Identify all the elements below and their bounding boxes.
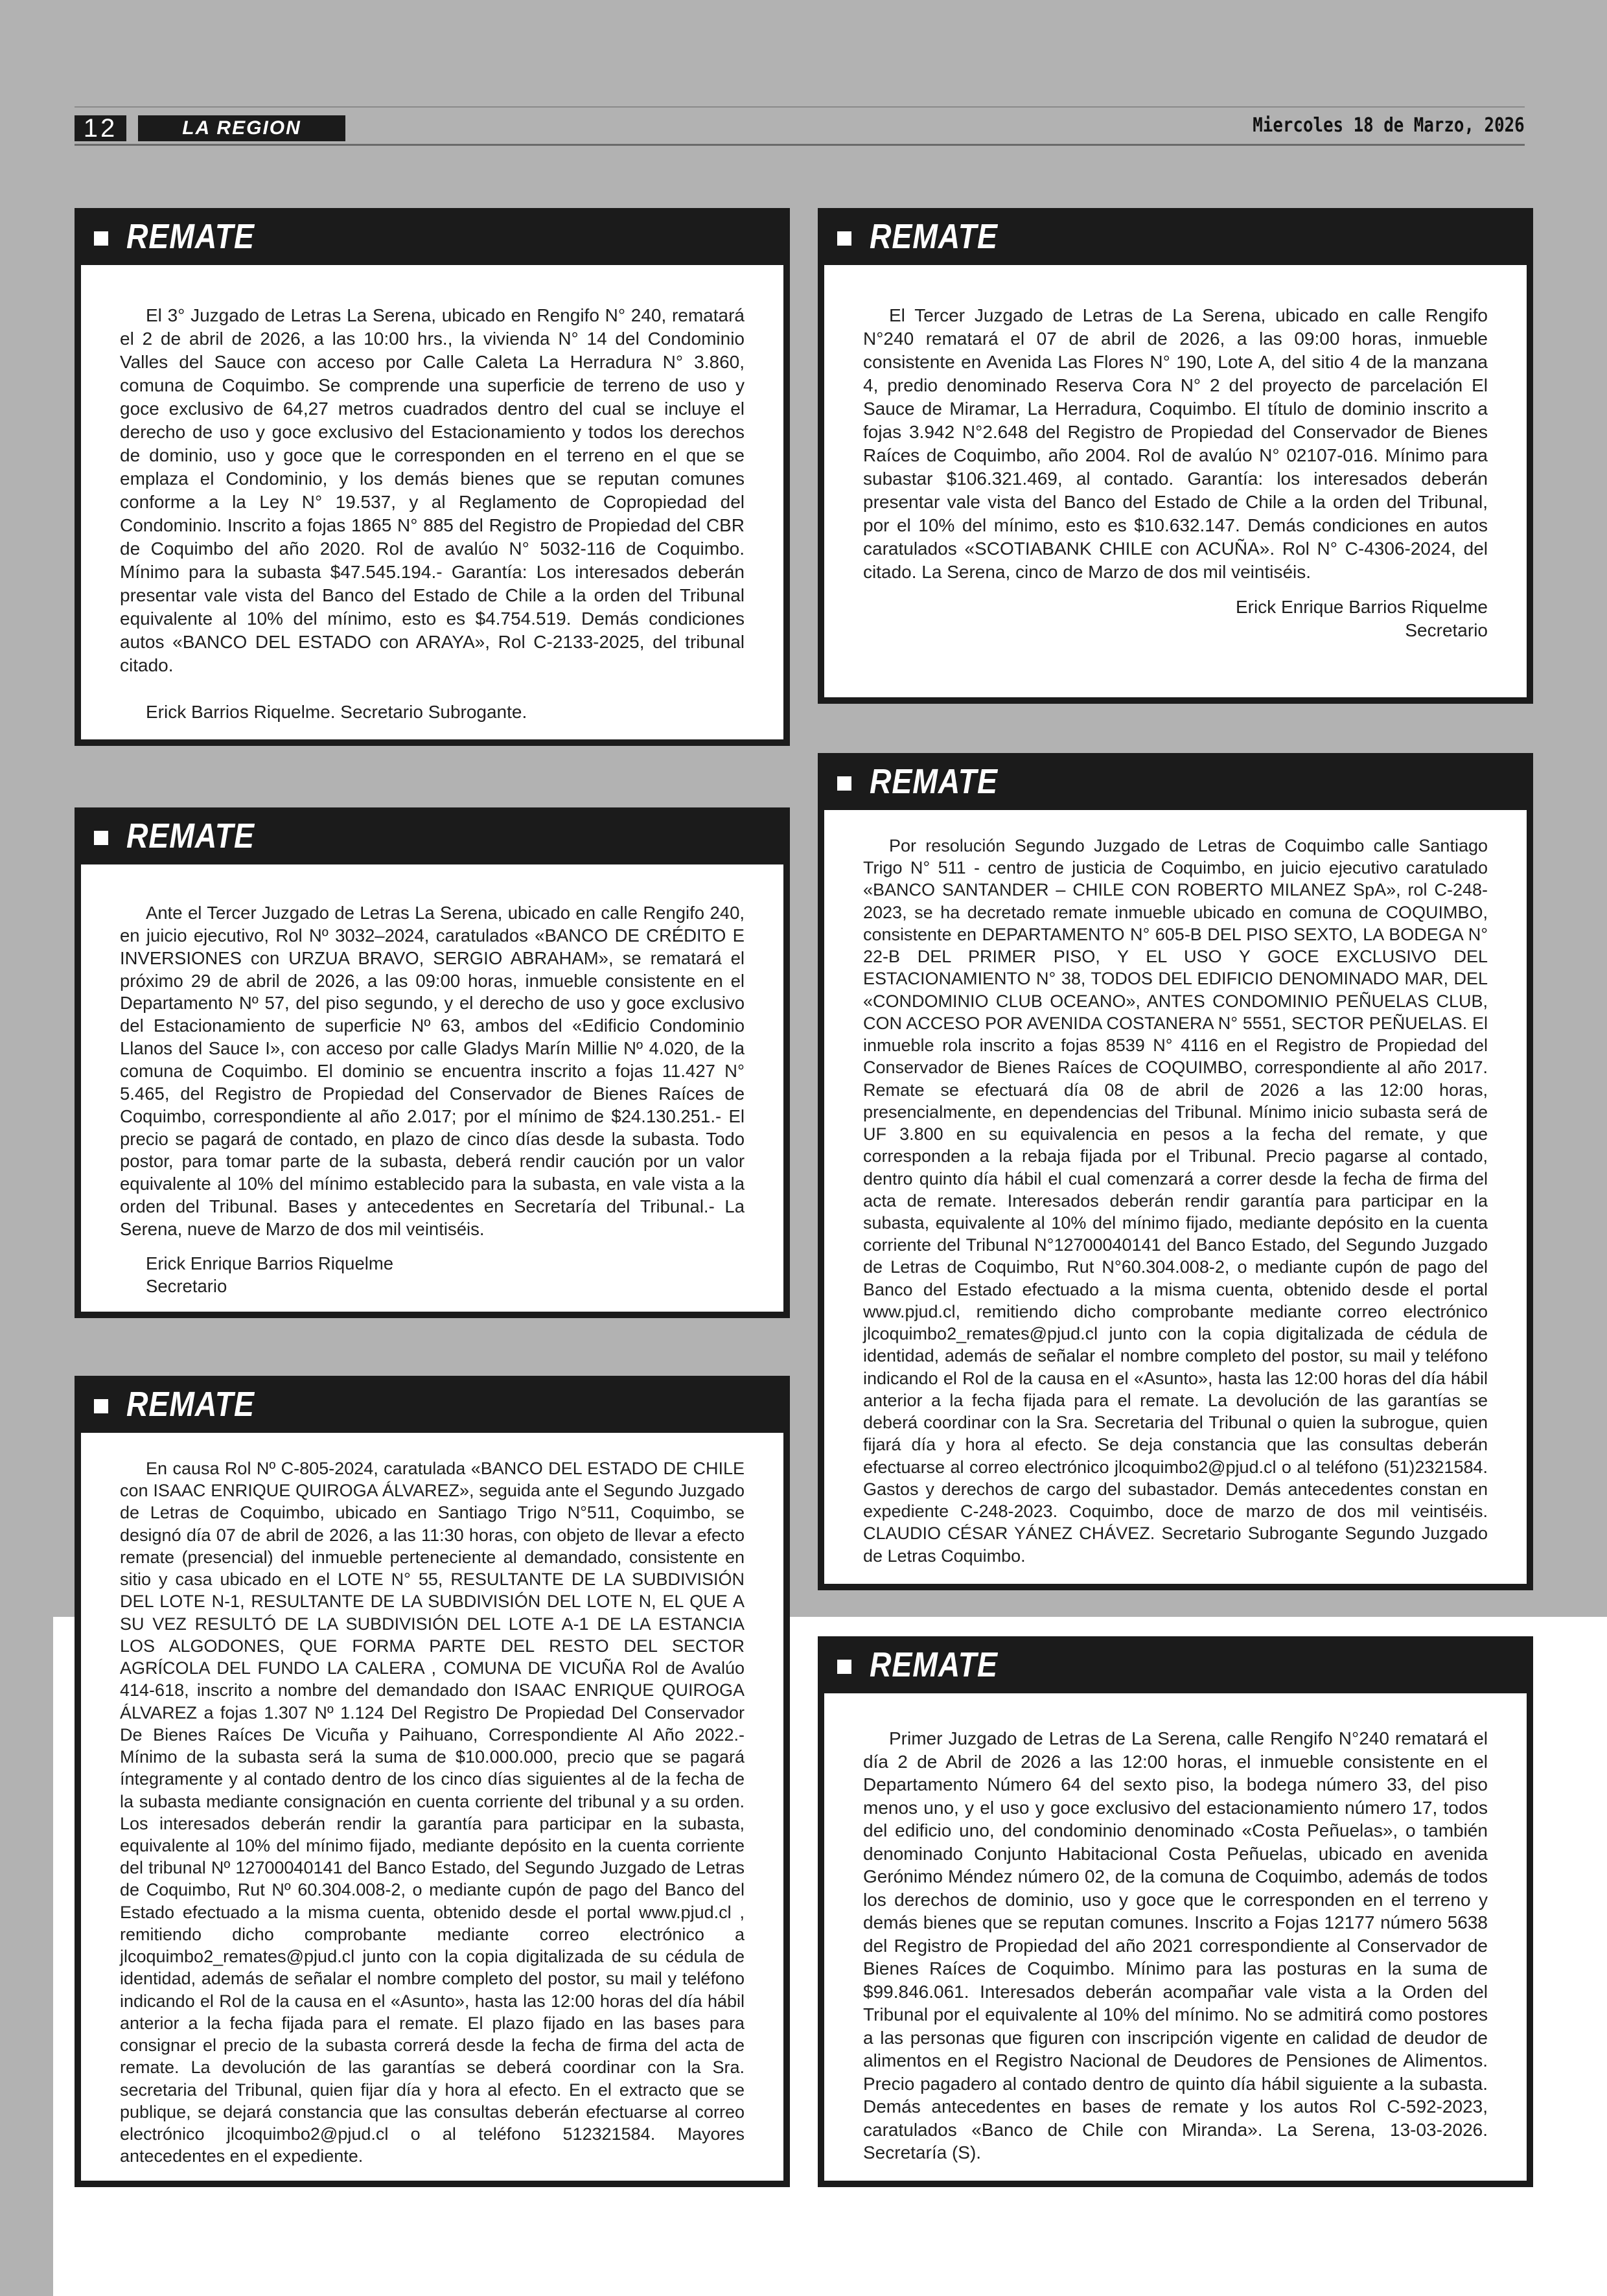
square-bullet-icon: [94, 831, 108, 845]
notice-title: REMATE: [870, 217, 998, 256]
notice-title: REMATE: [870, 1645, 998, 1684]
square-bullet-icon: [94, 231, 108, 246]
square-bullet-icon: [837, 776, 851, 791]
notice-body: [120, 902, 745, 1298]
notice-body-panel: [824, 265, 1527, 697]
header-rule-bottom: [75, 144, 1525, 146]
notice-title: REMATE: [870, 762, 998, 801]
notice-signature-role: Secretario: [146, 1275, 227, 1296]
notice-body-panel: [81, 1433, 783, 2181]
notice-body-panel: [81, 265, 783, 739]
notice-body: [120, 304, 745, 724]
page-number: 12: [75, 115, 126, 141]
square-bullet-icon: [837, 231, 851, 246]
notice-signature: Erick Barrios Riquelme. Secretario Subrogante.: [146, 702, 527, 722]
notice-paragraph: Primer Juzgado de Letras de La Serena, calle Rengifo N°240 rematará el día 2 de Abril de 2026 a las 12:00 horas, el inmueble consistente en el Departamento Número 64 del sexto piso, la bodega número 33, del piso menos uno, y el uso y goce exclusivo del estacionamiento número 17, todos del edificio uno, del condominio denominado «Costa Peñuelas», o también denominado Conjunto Habitacional Costa Peñuelas, ubicado en avenida Gerónimo Méndez número 02, de la comuna de Coquimbo, además de todos los derechos de dominio, uso y goce que le corresponden en el terreno y demás bienes que se reputan comunes. Inscrito a Fojas 12177 número 5638 del Registro de Propiedad del año 2021 correspondiente al Conservador de Bienes Raíces de Coquimbo. Mínimo para las posturas en la suma de $99.846.061. Interesados deberán acompañar vale vista a la Orden del Tribunal por el equivalente al 10% del mínimo. No se admitirá como postores a las personas que figuren con inscripción vigente en calidad de deudor de alimentos en el Registro Nacional de Deudores de Pensiones de Alimentos. Precio pagadero al contado dentro de quinto día hábil siguiente a la subasta. Demás antecedentes en bases de remate y los autos Rol C-592-2023, caratulados «Banco de Chile con Miranda». La Serena, 13-03-2026. Secretaría (S).: [863, 1728, 1488, 2163]
notice-title-bar: [75, 1376, 790, 1433]
remate-notice-6: [818, 1636, 1533, 2187]
notice-title-bar: [818, 208, 1533, 265]
notice-body-panel: [824, 810, 1527, 1584]
notice-signature-role: Secretario: [1405, 620, 1488, 640]
notice-title: REMATE: [126, 217, 255, 256]
notice-paragraph: Ante el Tercer Juzgado de Letras La Serena, ubicado en calle Rengifo 240, en juicio ejecutivo, Rol Nº 3032–2024, caratulados «BANCO DE CRÉDITO E INVERSIONES con URZUA BRAVO, SERGIO ABRAHAM», se rematará el próximo 29 de abril de 2026, a las 09:00 horas, inmueble consistente en el Departamento Nº 57, del piso segundo, y el derecho de uso y goce exclusivo del Estacionamiento de superficie Nº 63, ambos del «Edificio Condominio Llanos del Sauce I», con acceso por calle Gladys Marín Millie Nº 4.020, de la comuna de Coquimbo. El dominio se encuentra inscrito a fojas 11.427 N° 5.465, del Registro de Propiedad del Conservador de Bienes Raíces de Coquimbo, correspondiente al año 2.017; por el mínimo de $24.130.251.- El precio se pagará de contado, en plazo de cinco días desde la subasta. Todo postor, para tomar parte de la subasta, deberá rendir caución por un valor equivalente al 10% del mínimo establecido para la subasta, en vale vista a la orden del Tribunal. Bases y antecedentes en Secretaría del Tribunal.- La Serena, nueve de Marzo de dos mil veintiséis.: [120, 903, 745, 1240]
notice-signature-name: Erick Enrique Barrios Riquelme: [146, 1253, 394, 1273]
header-rule-top: [75, 106, 1525, 108]
notice-body-panel: [824, 1693, 1527, 2181]
page-header: [75, 111, 1525, 144]
notice-body: [863, 1727, 1488, 2164]
notice-signature-name: Erick Enrique Barrios Riquelme: [1235, 597, 1488, 617]
square-bullet-icon: [837, 1660, 851, 1674]
notice-paragraph: El 3° Juzgado de Letras La Serena, ubicado en Rengifo N° 240, rematará el 2 de abril de 2026, a las 10:00 hrs., la vivienda N° 14 del Condominio Valles del Sauce con acceso por Calle Caleta La Herradura N° 3.860, comuna de Coquimbo. Se comprende una superficie de terreno de uso y goce exclusivo de 64,27 metros cuadrados dentro del cual se incluye el derecho de uso y goce exclusivo del Estacionamiento y todos los derechos de dominio, uso y goce que le corresponden en el terreno en el que se emplaza el Condominio, y los demás bienes que se reputan comunes conforme a la Ley N° 19.537, y al Reglamento de Copropiedad del Condominio. Inscrito a fojas 1865 N° 885 del Registro de Propiedad del CBR de Coquimbo del año 2020. Rol de avalúo N° 5032-116 de Coquimbo. Mínimo para la subasta $47.545.194.- Garantía: Los interesados deberán presentar vale vista del Banco del Estado de Chile a la orden del Tribunal equivalente al 10% del mínimo, esto es $4.754.519. Demás condiciones autos «BANCO DEL ESTADO con ARAYA», Rol C-2133-2025, del tribunal citado.: [120, 305, 745, 675]
remate-notice-1: [75, 208, 790, 746]
remate-notice-5: [818, 753, 1533, 1590]
notice-title: REMATE: [126, 1385, 255, 1424]
remate-notice-3: [75, 1376, 790, 2187]
square-bullet-icon: [94, 1399, 108, 1413]
notice-body: [120, 1457, 745, 2168]
notice-body: [863, 835, 1488, 1567]
notice-title-bar: [818, 753, 1533, 810]
notice-paragraph: El Tercer Juzgado de Letras de La Serena, ubicado en calle Rengifo N°240 rematará el 07 de abril de 2026, a las 09:00 horas, inmueble consistente en Avenida Las Flores N° 190, Lote A, del sitio 4 de la manzana 4, predio denominado Reserva Cora N° 2 del proyecto de parcelación El Sauce de Miramar, La Herradura, Coquimbo. El título de dominio inscrito a fojas 3.942 N°2.648 del Registro de Propiedad del Conservador de Bienes Raíces de Coquimbo, año 2004. Rol de avalúo N° 02107-016. Mínimo para subastar $106.321.469, al contado. Garantía: los interesados deberán presentar vale vista del Banco del Estado de Chile a la orden del Tribunal, por el 10% del mínimo, esto es $10.632.147. Demás condiciones en autos caratulados «SCOTIABANK CHILE con ACUÑA». Rol N° C-4306-2024, del citado. La Serena, cinco de Marzo de dos mil veintiséis.: [863, 305, 1488, 582]
newspaper-logo: LA REGION: [138, 115, 345, 141]
remate-notice-4: [818, 208, 1533, 704]
notice-body: [863, 304, 1488, 642]
notice-title-bar: [75, 807, 790, 864]
notice-paragraph: En causa Rol Nº C-805-2024, caratulada «BANCO DEL ESTADO DE CHILE con ISAAC ENRIQUE QUIROGA ÁLVAREZ», seguida ante el Segundo Juzgado de Letras de Coquimbo, ubicado en Santiago Trigo N°511, Coquimbo, se designó día 07 de abril de 2026, a las 11:30 horas, con objeto de llevar a efecto remate (presencial) del inmueble perteneciente al demandado, consistente en sitio y casa ubicado en el LOTE N° 55, RESULTANTE DE LA SUBDIVISIÓN DEL LOTE N-1, RESULTANTE DE LA SUBDIVISIÓN DEL LOTE N, EL QUE A SU VEZ RESULTÓ DE LA SUBDIVISIÓN DEL LOTE A-1 DE LA ESTANCIA LOS ALGODONES, QUE FORMA PARTE DEL RESTO DEL SECTOR AGRÍCOLA DEL FUNDO LA CALERA , COMUNA DE VICUÑA Rol de Avalúo 414-618, inscrito a nombre del demandado don ISAAC ENRIQUE QUIROGA ÁLVAREZ a fojas 1.307 Nº 1.124 Del Registro De Propiedad Del Conservador De Bienes Raíces De Vicuña y Paihuano, Correspondiente Al Año 2022.- Mínimo de la subasta será la suma de $10.000.000, precio que se pagará íntegramente y al contado dentro de los cinco días siguientes al de la fecha de la subasta mediante consignación en cuenta corriente del tribunal y a su orden. Los interesados deberán rendir la garantía para participar en la subasta, equivalente al 10% del mínimo fijado, mediante depósito en la cuenta corriente del tribunal Nº 12700040141 del Banco Estado, del Segundo Juzgado de Letras de Coquimbo, Rut Nº 60.304.008-2, o mediante cupón de pago del Banco del Estado efectuado a la misma cuenta, obtenido desde el portal www.pjud.cl , remitiendo dicho comprobante mediante correo electrónico a jlcoquimbo2_remates@pjud.cl junto con la copia digitalizada de su cédula de identidad, además de señalar el nombre completo del postor, su mail y teléfono indicando el Rol de la causa en el «Asunto», hasta las 12:00 horas del día hábil anterior a la fecha fijada para el remate. El plazo fijado en las bases para consignar el precio de la subasta correrá desde la fecha de firma del acta de remate. La devolución de las garantías se deberá coordinar con la Sra. secretaria del Tribunal, quien fijar día y hora al efecto. En el extracto que se publique, se dejará constancia que las consultas deberán efectuarse al correo electrónico jlcoquimbo2@pjud.cl o al teléfono 512321584. Mayores antecedentes en el expediente.: [120, 1459, 745, 2166]
notice-title-bar: [818, 1636, 1533, 1693]
issue-date: Miercoles 18 de Marzo, 2026: [1253, 114, 1525, 137]
notice-paragraph: Por resolución Segundo Juzgado de Letras de Coquimbo calle Santiago Trigo N° 511 - centro de justicia de Coquimbo, en juicio ejecutivo caratulado «BANCO SANTANDER – CHILE CON ROBERTO MILANEZ SpA», rol C-248-2023, se ha decretado remate inmueble ubicado en comuna de COQUIMBO, consistente en DEPARTAMENTO N° 605-B DEL PISO SEXTO, LA BODEGA N° 22-B DEL PRIMER PISO, Y EL USO Y GOCE EXCLUSIVO DEL ESTACIONAMIENTO N° 38, TODOS DEL EDIFICIO DENOMINADO MAR, DEL «CONDOMINIO CLUB OCEANO», ANTES CONDOMINIO PEÑUELAS CLUB, CON ACCESO POR AVENIDA COSTANERA N° 5551, SECTOR PEÑUELAS. El inmueble rola inscrito a fojas 8539 N° 4116 en el Registro de Propiedad del Conservador de Bienes Raíces de COQUIMBO, correspondiente al año 2017. Remate se efectuará día 08 de abril de 2026 a las 12:00 horas, presencialmente, en dependencias del Tribunal. Mínimo inicio subasta será de UF 3.800 en su equivalencia en pesos a la fecha del remate, y que corresponden a la rebaja fijada por el Tribunal. Precio pagarse al contado, dentro quinto día hábil el cual comenzará a correr desde la fecha de firma del acta de remate. Interesados deberán rendir garantía para participar en la subasta, equivalente al 10% del mínimo fijado, mediante depósito en la cuenta corriente del Tribunal N°12700040141 del Banco Estado, del Segundo Juzgado de Letras de Coquimbo, Rut N°60.304.008-2, o mediante cupón de pago del Banco del Estado efectuado a la misma cuenta, obtenido desde el portal www.pjud.cl, remitiendo dicho comprobante mediante correo electrónico jlcoquimbo2_remates@pjud.cl junto con la copia digitalizada de cédula de identidad, además de señalar el nombre completo del postor, su mail y teléfono indicando el Rol de la causa en el «Asunto», hasta las 12:00 horas del día hábil anterior a la fecha fijada para el remate. La devolución de las garantías se deberá coordinar con la Sra. Secretaria del Tribunal o quien la subrogue, quien fijará día y hora al efecto. Se deja constancia que las consultas deberán efectuarse al correo electrónico jlcoquimbo2@pjud.cl o al teléfono (51)2321584. Gastos y derechos de cargo del subastador. Demás antecedentes constan en expediente C-248-2023. Coquimbo, doce de marzo de dos mil veintiséis. CLAUDIO CÉSAR YÁNEZ CHÁVEZ. Secretario Subrogante Segundo Juzgado de Letras Coquimbo.: [863, 836, 1488, 1566]
notice-title: REMATE: [126, 817, 255, 855]
remate-notice-2: [75, 807, 790, 1318]
notice-title-bar: [75, 208, 790, 265]
notice-body-panel: [81, 864, 783, 1312]
